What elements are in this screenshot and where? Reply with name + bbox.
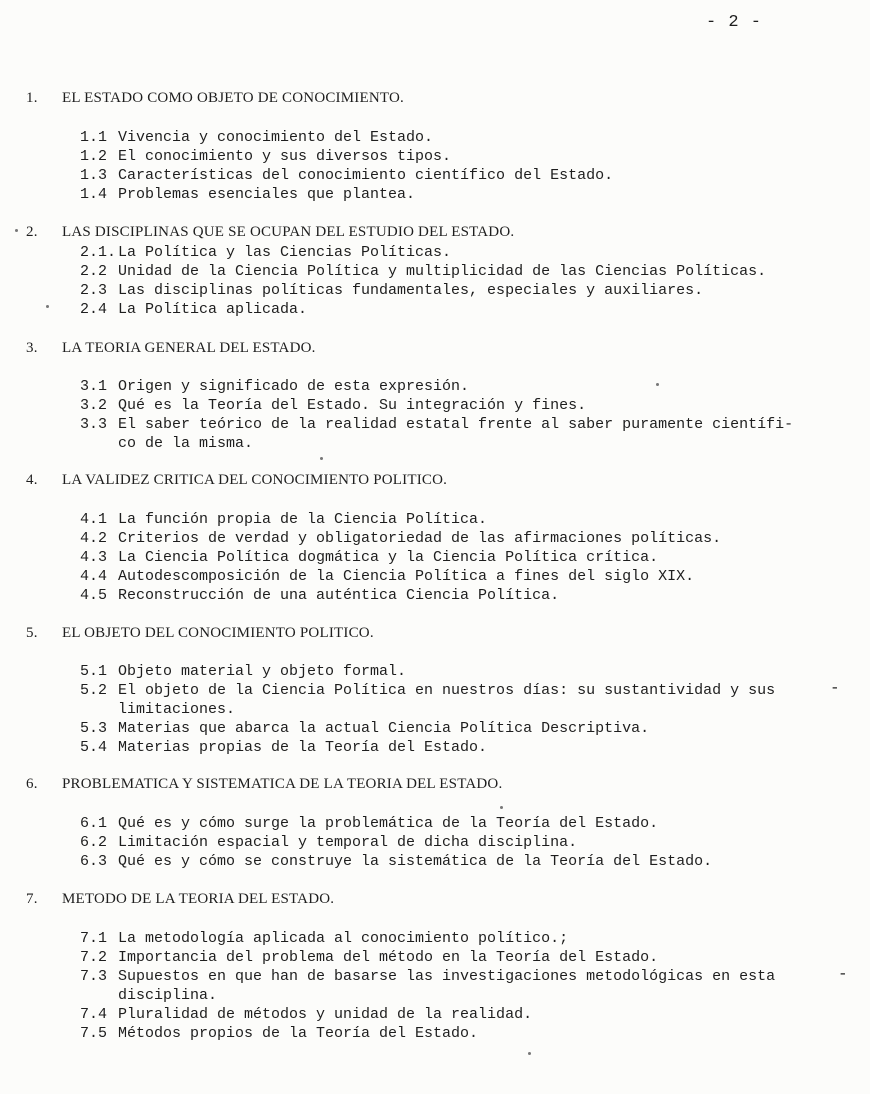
item-continuation: limitaciones. — [118, 701, 236, 718]
item-number: 4.2 — [80, 530, 108, 547]
item-text: Autodescomposición de la Ciencia Política a fines del siglo XIX. — [118, 568, 695, 585]
section-number: 1. — [26, 90, 38, 106]
item-text: El saber teórico de la realidad estatal frente al saber puramente científi- — [118, 416, 794, 433]
list-item — [80, 852, 712, 871]
section-title: PROBLEMATICA Y SISTEMATICA DE LA TEORIA DEL ESTADO. — [62, 776, 503, 792]
list-item — [80, 262, 766, 281]
item-text: Objeto material y objeto formal. — [118, 663, 407, 680]
item-continuation: disciplina. — [118, 987, 218, 1004]
section-title: LAS DISCIPLINAS QUE SE OCUPAN DEL ESTUDIO DEL ESTADO. — [62, 224, 515, 240]
list-item — [80, 281, 703, 300]
section-title: LA TEORIA GENERAL DEL ESTADO. — [62, 340, 316, 356]
item-number: 1.3 — [80, 167, 108, 184]
item-number: 1.4 — [80, 186, 108, 203]
item-text: Reconstrucción de una auténtica Ciencia Política. — [118, 587, 560, 604]
list-item — [80, 147, 451, 166]
section-heading-2 — [26, 224, 514, 241]
section-number: 5. — [26, 625, 38, 641]
list-item — [80, 567, 694, 586]
list-item — [80, 1024, 478, 1043]
list-item — [80, 586, 559, 605]
list-item — [80, 681, 775, 719]
section-heading-3 — [26, 340, 316, 357]
item-text: La Ciencia Política dogmática y la Ciencia Política crítica. — [118, 549, 659, 566]
item-text: Materias que abarca la actual Ciencia Política Descriptiva. — [118, 720, 650, 737]
item-text: Criterios de verdad y obligatoriedad de las afirmaciones políticas. — [118, 530, 722, 547]
item-text: La Política aplicada. — [118, 301, 308, 318]
list-item — [80, 529, 721, 548]
item-number: 3.3 — [80, 416, 108, 433]
item-number: 4.5 — [80, 587, 108, 604]
list-item — [80, 128, 433, 147]
item-text: Qué es la Teoría del Estado. Su integración y fines. — [118, 397, 587, 414]
item-text: La función propia de la Ciencia Política. — [118, 511, 488, 528]
scan-speck — [15, 229, 18, 232]
list-item — [80, 833, 577, 852]
list-item — [80, 662, 406, 681]
list-item — [80, 377, 469, 396]
item-number: 4.1 — [80, 511, 108, 528]
page-number: - 2 - — [706, 13, 763, 32]
item-number: 5.4 — [80, 739, 108, 756]
item-number: 7.4 — [80, 1006, 108, 1023]
list-item — [80, 967, 775, 1005]
section-heading-7 — [26, 891, 334, 908]
scan-speck — [46, 305, 49, 308]
section-title: EL ESTADO COMO OBJETO DE CONOCIMIENTO. — [62, 90, 404, 106]
section-title: LA VALIDEZ CRITICA DEL CONOCIMIENTO POLITICO. — [62, 472, 448, 488]
item-number: 7.2 — [80, 949, 108, 966]
item-number: 3.1 — [80, 378, 108, 395]
section-title: METODO DE LA TEORIA DEL ESTADO. — [62, 891, 335, 907]
item-number: 2.3 — [80, 282, 108, 299]
item-text: La metodología aplicada al conocimiento político.; — [118, 930, 569, 947]
item-number: 6.1 — [80, 815, 108, 832]
list-item — [80, 1005, 532, 1024]
scan-speck — [528, 1052, 531, 1055]
list-item — [80, 396, 586, 415]
item-number: 7.5 — [80, 1025, 108, 1042]
item-number: 2.2 — [80, 263, 108, 280]
item-text: Qué es y cómo surge la problemática de la Teoría del Estado. — [118, 815, 659, 832]
section-heading-6 — [26, 776, 502, 793]
item-text: Pluralidad de métodos y unidad de la realidad. — [118, 1006, 533, 1023]
item-number: 5.3 — [80, 720, 108, 737]
scan-speck — [500, 806, 503, 809]
list-item — [80, 243, 451, 262]
item-text: Importancia del problema del método en la Teoría del Estado. — [118, 949, 659, 966]
section-number: 7. — [26, 891, 38, 907]
item-number: 2.1. — [80, 244, 117, 261]
list-item — [80, 548, 658, 567]
list-item — [80, 738, 487, 757]
item-text: Materias propias de la Teoría del Estado. — [118, 739, 488, 756]
list-item — [80, 166, 613, 185]
item-number: 5.2 — [80, 682, 108, 699]
item-number: 6.3 — [80, 853, 108, 870]
item-text: Características del conocimiento científico del Estado. — [118, 167, 614, 184]
item-number: 7.1 — [80, 930, 108, 947]
list-item — [80, 300, 307, 319]
item-text: El conocimiento y sus diversos tipos. — [118, 148, 452, 165]
item-continuation: co de la misma. — [118, 435, 254, 452]
item-text: Supuestos en que han de basarse las investigaciones metodológicas en esta — [118, 968, 776, 985]
item-number: 4.3 — [80, 549, 108, 566]
list-item — [80, 814, 658, 833]
section-number: 6. — [26, 776, 38, 792]
item-text: Origen y significado de esta expresión. — [118, 378, 470, 395]
list-item — [80, 510, 487, 529]
section-number: 4. — [26, 472, 38, 488]
item-number: 6.2 — [80, 834, 108, 851]
item-number: 5.1 — [80, 663, 108, 680]
item-number: 4.4 — [80, 568, 108, 585]
item-number: 7.3 — [80, 968, 108, 985]
list-item — [80, 948, 658, 967]
item-number: 1.1 — [80, 129, 108, 146]
item-text: Problemas esenciales que plantea. — [118, 186, 416, 203]
item-text: Vivencia y conocimiento del Estado. — [118, 129, 434, 146]
item-text: La Política y las Ciencias Políticas. — [118, 244, 452, 261]
item-number: 3.2 — [80, 397, 108, 414]
item-text: Métodos propios de la Teoría del Estado. — [118, 1025, 479, 1042]
section-title: EL OBJETO DEL CONOCIMIENTO POLITICO. — [62, 625, 374, 641]
item-text: Limitación espacial y temporal de dicha disciplina. — [118, 834, 578, 851]
line-continuation-dash: - — [830, 679, 840, 697]
section-heading-1 — [26, 90, 404, 107]
item-text: Las disciplinas políticas fundamentales, especiales y auxiliares. — [118, 282, 704, 299]
item-text: El objeto de la Ciencia Política en nuestros días: su sustantividad y sus — [118, 682, 776, 699]
list-item — [80, 929, 568, 948]
list-item — [80, 185, 415, 204]
scan-speck — [656, 383, 659, 386]
line-continuation-dash: - — [838, 965, 848, 983]
section-number: 2. — [26, 224, 38, 240]
section-heading-5 — [26, 625, 374, 642]
list-item — [80, 415, 793, 453]
scan-speck — [320, 457, 323, 460]
item-number: 2.4 — [80, 301, 108, 318]
item-text: Unidad de la Ciencia Política y multiplicidad de las Ciencias Políticas. — [118, 263, 767, 280]
section-number: 3. — [26, 340, 38, 356]
list-item — [80, 719, 649, 738]
item-text: Qué es y cómo se construye la sistemática de la Teoría del Estado. — [118, 853, 713, 870]
section-heading-4 — [26, 472, 447, 489]
item-number: 1.2 — [80, 148, 108, 165]
